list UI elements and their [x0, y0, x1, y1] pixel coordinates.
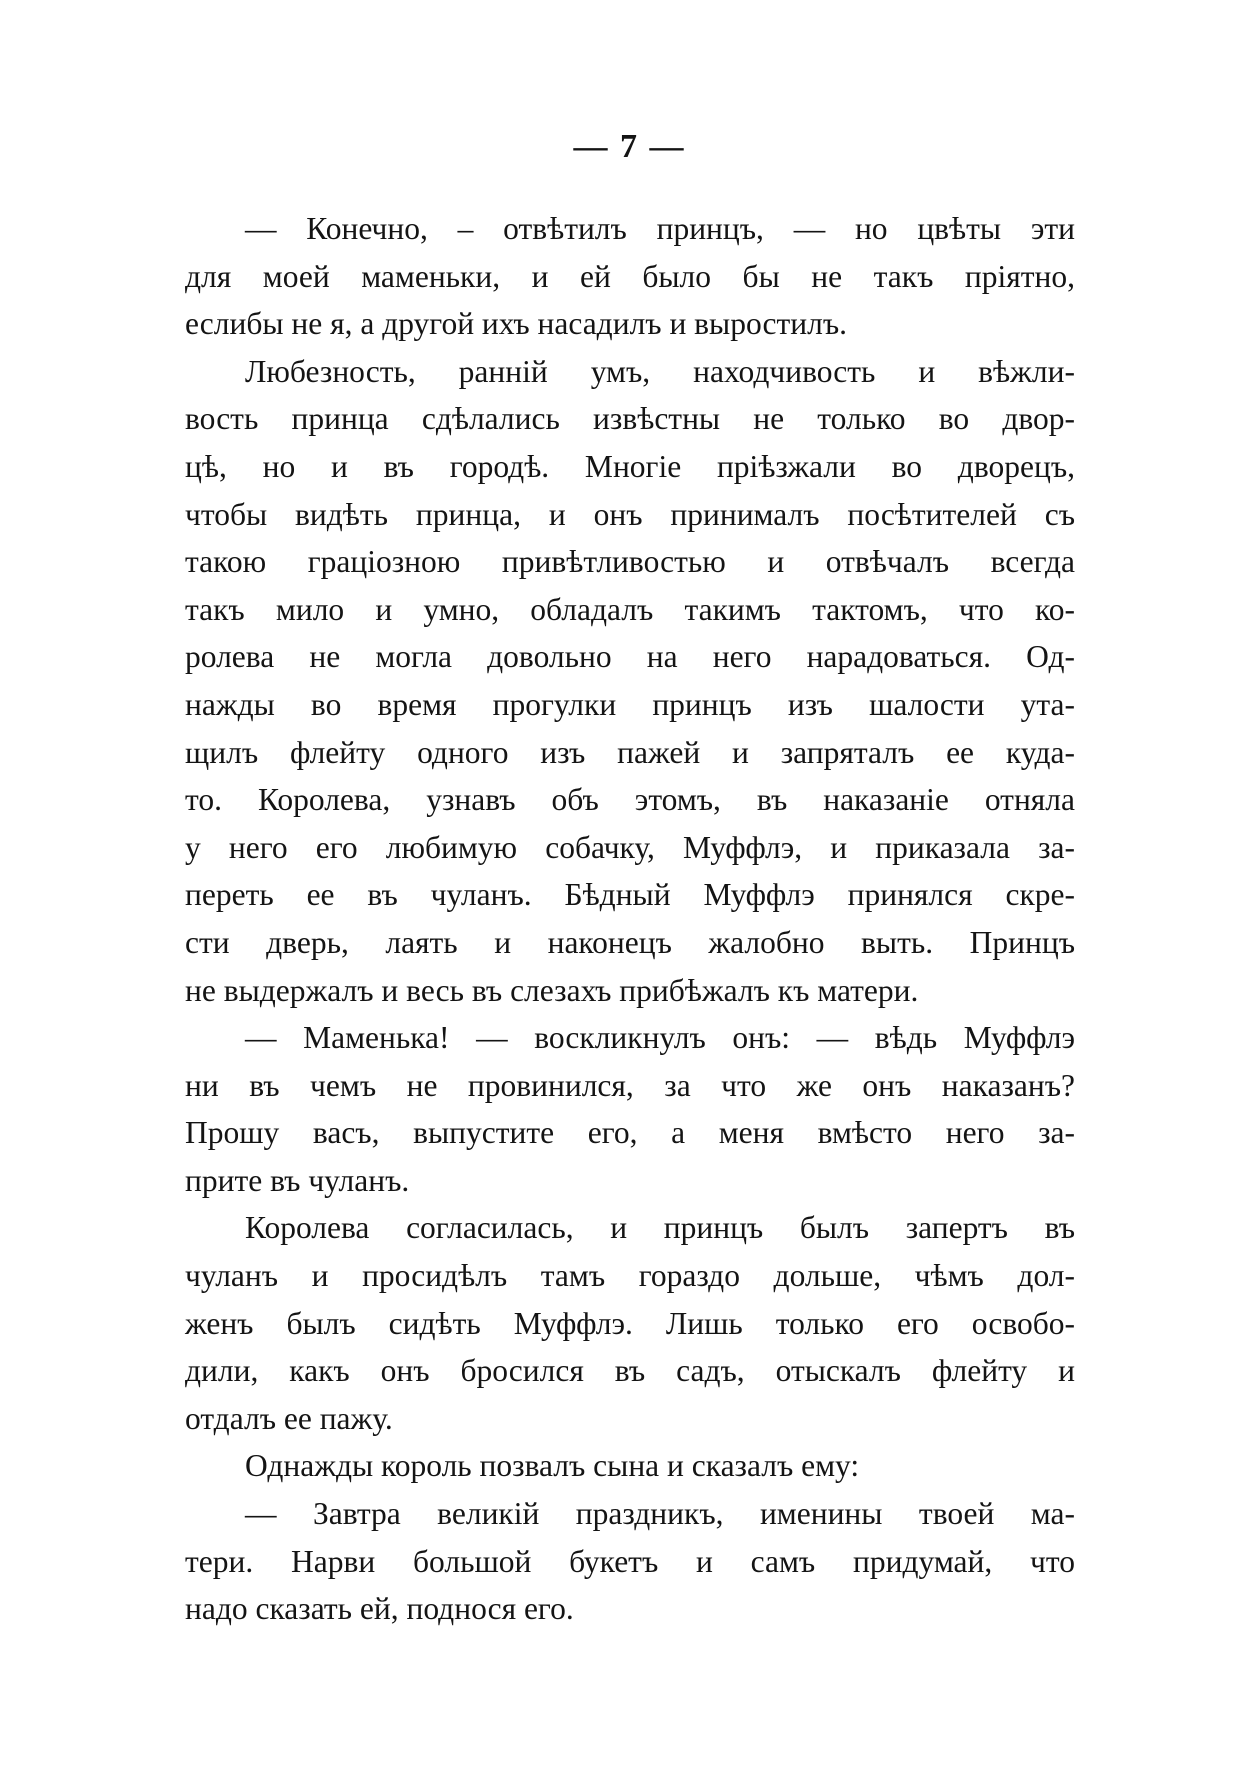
text-line: еслибы не я, а другой ихъ насадилъ и выростилъ. [185, 306, 847, 342]
page-number: — 7 — [573, 128, 686, 165]
text-line: сти дверь, лаять и наконецъ жалобно выть. Принцъ [185, 924, 1075, 960]
text-line: прите въ чуланъ. [185, 1162, 410, 1198]
text-line: отдалъ ее пажу. [185, 1400, 393, 1436]
text-line: вость принца сдѣлались извѣстны не только во двор- [185, 401, 1075, 437]
text-line: Королева согласилась, и принцъ былъ запертъ въ [245, 1210, 1075, 1246]
text-line: ни въ чемъ не провинился, за что же онъ наказанъ? [185, 1067, 1075, 1103]
text-line: у него его любимую собачку, Муффлэ, и приказала за- [185, 829, 1075, 865]
text-line: — Маменька! — воскликнулъ онъ: — вѣдь Муффлэ [245, 1020, 1075, 1056]
text-line: Любезность, раннiй умъ, находчивость и вѣжли- [245, 353, 1075, 389]
text-line: женъ былъ сидѣть Муффлэ. Лишь только его освобо- [185, 1305, 1075, 1341]
text-line: то. Королева, узнавъ объ этомъ, въ наказаніе отняла [185, 782, 1075, 818]
text-line: такъ мило и умно, обладалъ такимъ тактомъ, что ко- [185, 591, 1075, 627]
text-line: ролева не могла довольно на него нарадоваться. Од- [185, 639, 1075, 675]
text-line: щилъ флейту одного изъ пажей и запряталъ ее куда- [185, 734, 1075, 770]
text-line: — Конечно, – отвѣтилъ принцъ, — но цвѣты эти [245, 211, 1075, 246]
text-line: переть ее въ чуланъ. Бѣдный Муффлэ принялся скре- [185, 877, 1075, 913]
text-line: нажды во время прогулки принцъ изъ шалости ута- [185, 686, 1075, 722]
text-line: чуланъ и просидѣлъ тамъ гораздо дольше, чѣмъ дол- [185, 1258, 1075, 1294]
text-line: тери. Нарви большой букетъ и самъ придумай, что [185, 1543, 1075, 1579]
text-line: Однажды король позвалъ сына и сказалъ ему: [245, 1448, 860, 1484]
text-line: для моей маменьки, и ей было бы не такъ пріятно, [185, 258, 1075, 294]
text-line: дили, какъ онъ бросился въ садъ, отыскалъ флейту и [185, 1353, 1075, 1389]
text-line: такою граціозною привѣтливостью и отвѣчалъ всегда [185, 544, 1075, 580]
text-line: цѣ, но и въ городѣ. Многіе пріѣзжали во дворецъ, [185, 448, 1075, 484]
text-line: не выдержалъ и весь въ слезахъ прибѣжалъ къ матери. [185, 972, 919, 1008]
text-line: чтобы видѣть принца, и онъ принималъ посѣтителей съ [185, 496, 1075, 532]
text-line: Прошу васъ, выпустите его, а меня вмѣсто него за- [185, 1115, 1075, 1151]
text-line: — Завтра великій праздникъ, именины твоей ма- [245, 1496, 1075, 1532]
text-line: надо сказать ей, поднося его. [185, 1591, 574, 1627]
body-text [185, 205, 1075, 1633]
